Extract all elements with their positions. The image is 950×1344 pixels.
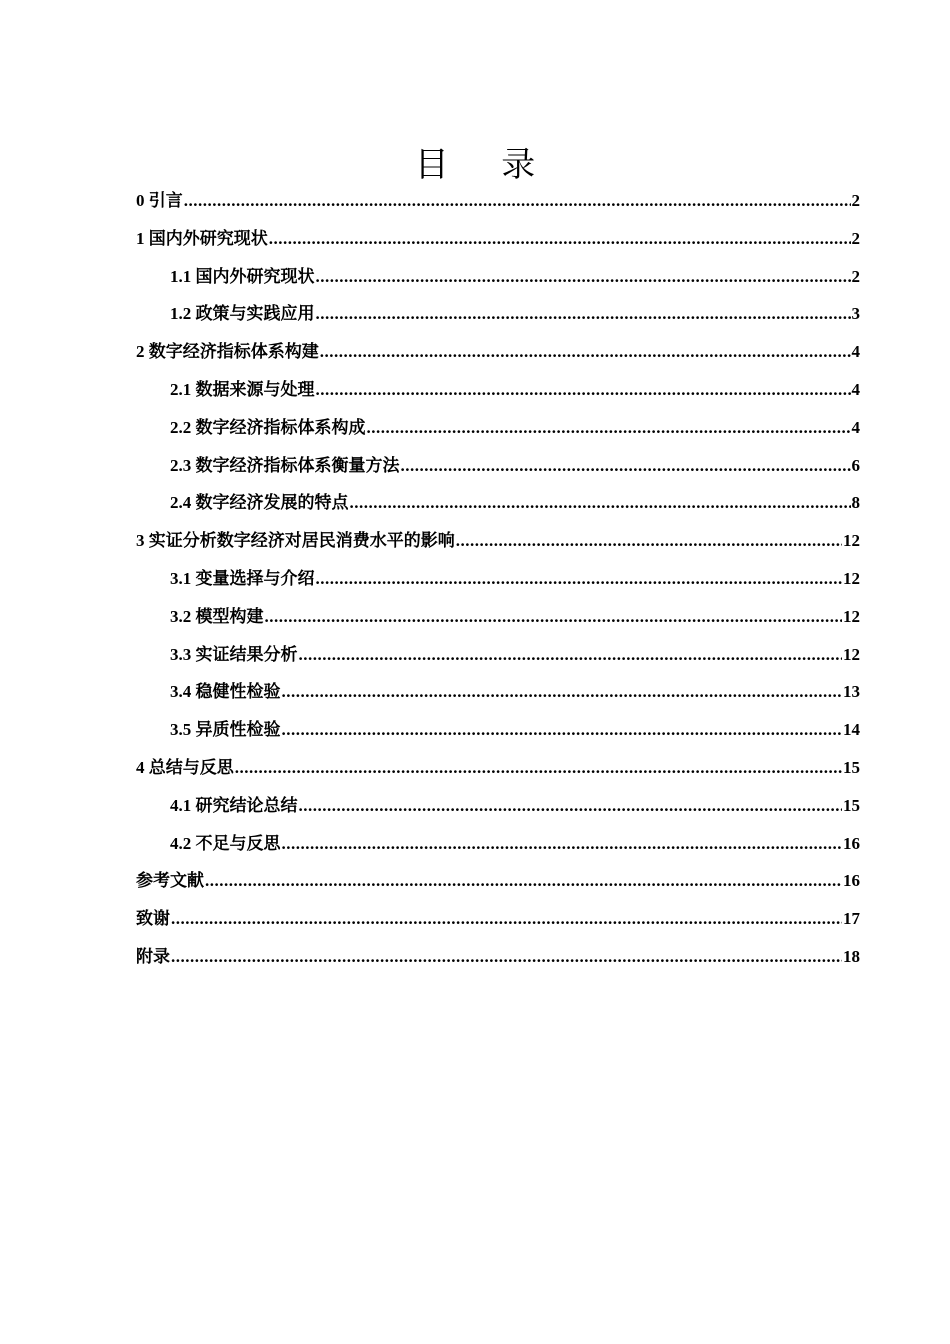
toc-entry-label: 附录 (136, 947, 170, 966)
toc-page-number: 12 (843, 607, 860, 626)
toc-page-number: 2 (851, 191, 860, 210)
toc-entry[interactable] (170, 640, 860, 670)
toc-entry-label: 1.1 国内外研究现状 (170, 267, 315, 286)
toc-entry[interactable] (170, 677, 860, 707)
toc-entry[interactable] (136, 337, 860, 367)
toc-entry-label: 3.4 稳健性检验 (170, 682, 281, 701)
toc-page-number: 12 (843, 569, 860, 588)
toc-entry[interactable] (170, 451, 860, 481)
toc-dot-leader (299, 640, 843, 670)
toc-entry-label: 3.3 实证结果分析 (170, 645, 298, 664)
toc-entry-label: 2.4 数字经济发展的特点 (170, 493, 349, 512)
toc-entry[interactable] (170, 262, 860, 292)
toc-page-number: 12 (843, 645, 860, 664)
toc-page-number: 15 (843, 796, 860, 815)
toc-entry[interactable] (136, 526, 860, 556)
toc-dot-leader (367, 413, 851, 443)
toc-entry-label: 参考文献 (136, 871, 204, 890)
toc-page-number: 8 (851, 493, 860, 512)
toc-entry[interactable] (136, 904, 860, 934)
toc-page-number: 4 (851, 380, 860, 399)
toc-page-number: 4 (851, 342, 860, 361)
toc-dot-leader (456, 526, 842, 556)
toc-page-number: 14 (843, 720, 860, 739)
toc-page-number: 18 (843, 947, 860, 966)
page-title: 目 录 (414, 147, 558, 184)
toc-entry-label: 2.2 数字经济指标体系构成 (170, 418, 366, 437)
toc-dot-leader (205, 866, 842, 896)
toc-entry[interactable] (170, 375, 860, 405)
toc-entry[interactable] (136, 186, 860, 216)
toc-entry[interactable] (170, 715, 860, 745)
toc-page-number: 16 (843, 871, 860, 890)
toc-entry-label: 4.1 研究结论总结 (170, 796, 298, 815)
toc-dot-leader (282, 677, 843, 707)
toc-entry[interactable] (170, 791, 860, 821)
toc-entry[interactable] (136, 866, 860, 896)
toc-dot-leader (282, 715, 843, 745)
toc-entry[interactable] (170, 413, 860, 443)
toc-entry-label: 致谢 (136, 909, 170, 928)
toc-dot-leader (171, 904, 842, 934)
toc-entry-label: 3.2 模型构建 (170, 607, 264, 626)
toc-entry[interactable] (170, 829, 860, 859)
toc-page-number: 2 (851, 267, 860, 286)
toc-dot-leader (171, 942, 842, 972)
toc-dot-leader (316, 564, 843, 594)
toc-dot-leader (299, 791, 843, 821)
toc-entry[interactable] (136, 224, 860, 254)
toc-entry-label: 3.5 异质性检验 (170, 720, 281, 739)
toc-entry[interactable] (170, 602, 860, 632)
toc-dot-leader (316, 262, 851, 292)
toc-dot-leader (316, 375, 851, 405)
toc-entry-label: 0 引言 (136, 191, 183, 210)
toc-page-number: 17 (843, 909, 860, 928)
toc-page-number: 6 (851, 456, 860, 475)
toc-entry[interactable] (136, 753, 860, 783)
toc-dot-leader (350, 488, 851, 518)
toc-dot-leader (265, 602, 843, 632)
toc-dot-leader (282, 829, 843, 859)
toc-page-number: 3 (851, 304, 860, 323)
toc-entry[interactable] (170, 299, 860, 329)
toc-entry-label: 1 国内外研究现状 (136, 229, 268, 248)
toc-entry[interactable] (136, 942, 860, 972)
toc-entry[interactable] (170, 564, 860, 594)
toc-entry-label: 2.1 数据来源与处理 (170, 380, 315, 399)
toc-entry-label: 2.3 数字经济指标体系衡量方法 (170, 456, 400, 475)
toc-entry-label: 4 总结与反思 (136, 758, 234, 777)
toc-dot-leader (316, 299, 851, 329)
toc-dot-leader (401, 451, 851, 481)
toc-page-number: 4 (851, 418, 860, 437)
toc-entry-label: 4.2 不足与反思 (170, 834, 281, 853)
toc-page-number: 13 (843, 682, 860, 701)
toc-entry[interactable] (170, 488, 860, 518)
toc-entry-label: 2 数字经济指标体系构建 (136, 342, 319, 361)
toc-dot-leader (269, 224, 851, 254)
toc-page-number: 2 (851, 229, 860, 248)
toc-dot-leader (184, 186, 851, 216)
toc-dot-leader (235, 753, 842, 783)
toc-page-number: 16 (843, 834, 860, 853)
toc-page-number: 15 (843, 758, 860, 777)
toc-entry-label: 3.1 变量选择与介绍 (170, 569, 315, 588)
toc-page-number: 12 (843, 531, 860, 550)
toc-entry-label: 3 实证分析数字经济对居民消费水平的影响 (136, 531, 455, 550)
toc-dot-leader (320, 337, 851, 367)
toc-entry-label: 1.2 政策与实践应用 (170, 304, 315, 323)
